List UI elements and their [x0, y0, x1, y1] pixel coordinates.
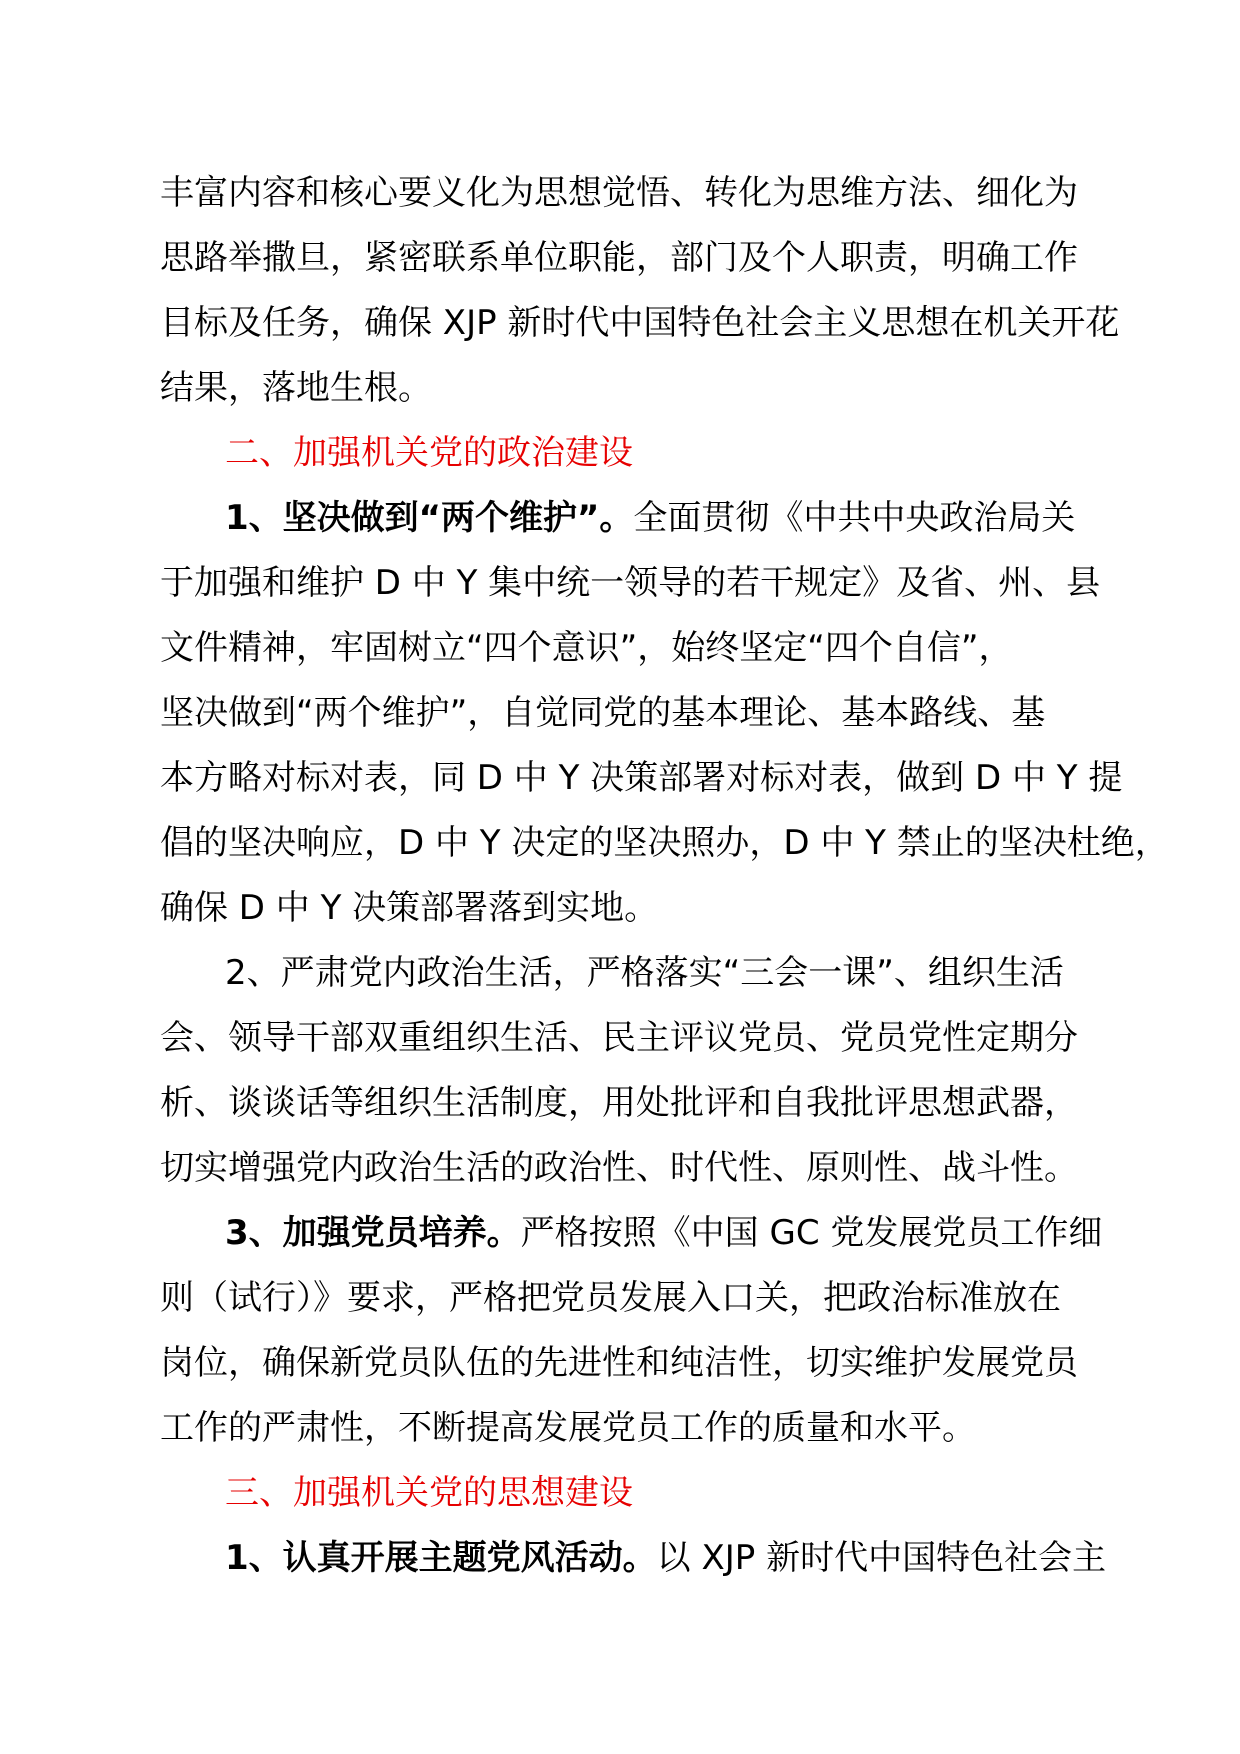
paragraph-first-line [225, 1210, 1102, 1256]
body-line: 析、谈谈话等组织生活制度，用处批评和自我批评思想武器， [160, 1083, 1078, 1123]
paragraph-lead: 1、认真开展主题党风活动。 [225, 1538, 657, 1578]
body-line: 文件精神，牢固树立“四个意识”，始终坚定“四个自信”， [160, 628, 1013, 668]
paragraph-first-line: 2、严肃党内政治生活，严格落实“三会一课”、组织生活 [225, 953, 1064, 993]
body-line: 坚决做到“两个维护”，自觉同党的基本理论、基本路线、基 [160, 693, 1046, 733]
body-line: 则（试行）》要求，严格把党员发展入口关，把政治标准放在 [160, 1278, 1061, 1318]
body-line: 切实增强党内政治生活的政治性、时代性、原则性、战斗性。 [160, 1148, 1078, 1188]
paragraph-text: 严格按照《中国 GC 党发展党员工作细 [520, 1213, 1103, 1253]
body-line: 确保 D 中 Y 决策部署落到实地。 [160, 888, 659, 928]
paragraph-text: 以 XJP 新时代中国特色社会主 [656, 1538, 1107, 1578]
body-line: 思路举撒旦，紧密联系单位职能，部门及个人职责，明确工作 [160, 238, 1078, 278]
body-line: 目标及任务，确保 XJP 新时代中国特色社会主义思想在机关开花 [160, 303, 1120, 343]
paragraph-text: 全面贯彻《中共中央政治局关 [633, 498, 1076, 538]
body-line: 丰富内容和核心要义化为思想觉悟、转化为思维方法、细化为 [160, 173, 1078, 213]
body-line: 结果，落地生根。 [160, 368, 432, 408]
body-line: 本方略对标对表，同 D 中 Y 决策部署对标对表，做到 D 中 Y 提 [160, 758, 1123, 798]
body-line: 会、领导干部双重组织生活、民主评议党员、党员党性定期分 [160, 1018, 1078, 1058]
section-heading: 三、加强机关党的思想建设 [225, 1473, 633, 1513]
body-line: 于加强和维护 D 中 Y 集中统一领导的若干规定》及省、州、县 [160, 563, 1101, 603]
paragraph-lead: 3、加强党员培养。 [225, 1213, 521, 1253]
body-line: 工作的严肃性，不断提高发展党员工作的质量和水平。 [160, 1408, 976, 1448]
body-line: 岗位，确保新党员队伍的先进性和纯洁性，切实维护发展党员 [160, 1343, 1078, 1383]
paragraph-first-line [225, 1535, 1106, 1581]
body-line: 倡的坚决响应，D 中 Y 决定的坚决照办，D 中 Y 禁止的坚决杜绝， [160, 823, 1169, 863]
paragraph-first-line [225, 495, 1075, 541]
section-heading: 二、加强机关党的政治建设 [225, 433, 633, 473]
paragraph-lead: 1、坚决做到“两个维护”。 [225, 498, 634, 538]
